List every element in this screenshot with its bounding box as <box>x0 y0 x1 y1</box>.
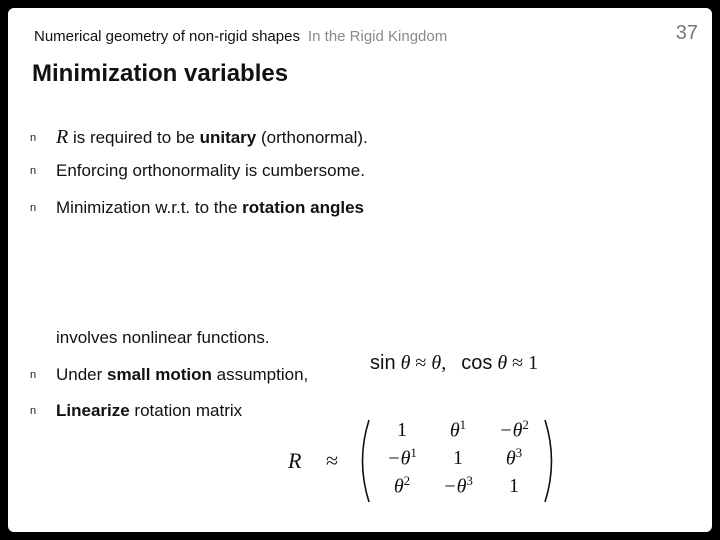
bullet-small-motion: n Under small motion assumption, <box>30 365 309 384</box>
matrix-cell: $\theta^1$ <box>449 417 467 442</box>
approx-sign: ≈ <box>326 448 339 473</box>
matrix-cell: $\theta^2$ <box>393 473 411 498</box>
matrix-cell: $-\theta^2$ <box>499 417 529 442</box>
matrix-entries <box>374 416 542 500</box>
matrix-row <box>374 444 542 472</box>
matrix-row <box>374 416 542 444</box>
bullet-marker: n <box>30 165 37 177</box>
symbol-r: R <box>56 126 69 148</box>
matrix-cell: $-\theta^1$ <box>387 445 417 470</box>
bullet-unitary: n R is required to be unitary (orthonormal). <box>30 126 368 148</box>
small-angle-equation: sin θ ≈ θ, cos θ ≈ 1 <box>370 352 539 374</box>
matrix-row <box>374 472 542 500</box>
bullet-marker: n <box>30 132 37 144</box>
continuation-text: involves nonlinear functions. <box>56 328 270 347</box>
linearized-rotation-matrix <box>288 418 588 508</box>
section-title: In the Rigid Kingdom <box>307 28 448 45</box>
matrix-lhs: R <box>288 448 302 473</box>
bullet-marker: n <box>30 369 37 381</box>
slide <box>8 8 712 532</box>
matrix-cell: 1 <box>453 446 463 469</box>
bullet-rotation-angles: n Minimization w.r.t. to the rotation angles <box>30 198 364 217</box>
bullet-marker: n <box>30 405 37 417</box>
bullet-marker: n <box>30 202 37 214</box>
page-number: 37 <box>675 22 698 44</box>
matrix-cell: $\theta^3$ <box>505 445 523 470</box>
slide-title: Minimization variables <box>32 60 289 87</box>
matrix-cell: 1 <box>509 474 519 497</box>
matrix-cell: $-\theta^3$ <box>443 473 473 498</box>
left-parenthesis <box>354 418 372 504</box>
matrix-cell: 1 <box>397 418 407 441</box>
course-title: Numerical geometry of non-rigid shapes <box>34 28 300 45</box>
right-parenthesis <box>542 418 560 504</box>
bullet-linearize: n Linearize rotation matrix <box>30 401 243 420</box>
slide-header <box>34 28 447 45</box>
bullet-orthonormality: n Enforcing orthonormality is cumbersome. <box>30 161 365 180</box>
